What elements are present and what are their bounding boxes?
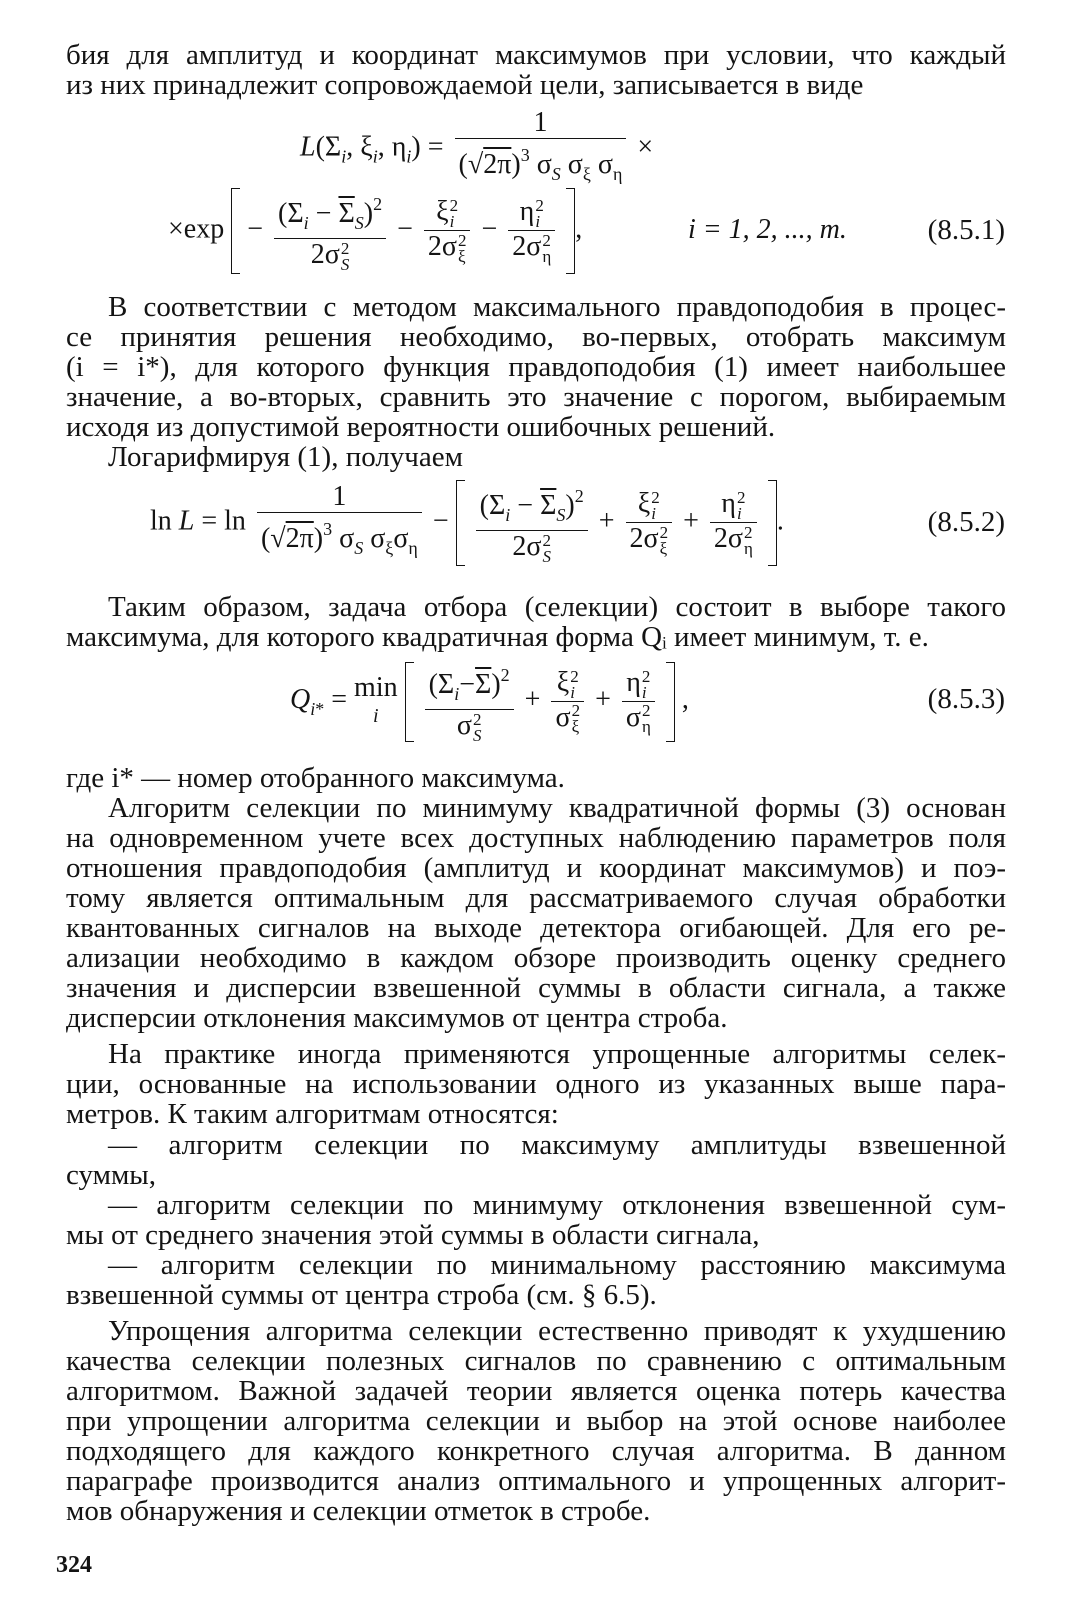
list-item: взвешенной суммы от центра строба (см. § 6.5). xyxy=(66,1279,657,1311)
text-line: На практике иногда применяются упрощенные алгоритмы селек- xyxy=(108,1038,1006,1070)
text-line: Алгоритм селекции по минимуму квадратичной формы (3) основан xyxy=(108,792,1006,824)
list-item: — алгоритм селекции по минимальному расстоянию максимума xyxy=(108,1249,1006,1281)
text-line: В соответствии с методом максимального правдоподобия в процес- xyxy=(108,291,1006,323)
text-line: отношения правдоподобия (амплитуд и координат максимумов) и поэ- xyxy=(66,852,1006,884)
text-line: Упрощения алгоритма селекции естественно приводят к ухудшению xyxy=(108,1315,1006,1347)
text-line: Логарифмируя (1), получаем xyxy=(108,441,463,473)
text-line: исходя из допустимой вероятности ошибочных решений. xyxy=(66,411,776,443)
page-number: 324 xyxy=(56,1552,92,1578)
equation-8-5-2: ln L = ln $\frac{1}{(√2\pi)^3 \sigma_S \sigma_\xi\sigma_\eta}$ − $(\Sigma_i - \overline{\Sigma}_S)^2$ 2σ 2 S + ξ 2 i 2σ 2 ξ + η 2 i 2σ 2 η . xyxy=(150,481,784,566)
list-item: суммы, xyxy=(66,1159,157,1191)
equation-8-5-1-index: i = 1, 2, ..., m. xyxy=(688,214,847,245)
text-line: максимума, для которого квадратичная форма Qᵢ имеет минимум, т. е. xyxy=(66,621,929,653)
text-line: ции, основанные на использовании одного из указанных выше пара- xyxy=(66,1068,1006,1100)
text-line: метров. К таким алгоритмам относятся: xyxy=(66,1098,559,1130)
text-line: квантованных сигналов на выходе детектора огибающей. Для его ре- xyxy=(66,912,1006,944)
text-line: при упрощении алгоритма селекции и выбор на этой основе наиболее xyxy=(66,1405,1006,1437)
equation-8-5-3: $Q_{i*} = \min$ i $(\Sigma_i-\overline{\Sigma})^2$ σ 2 S + ξ 2 i σ 2 ξ + η 2 i σ 2 η , xyxy=(290,660,689,744)
text-line: ализации необходимо в каждом обзоре производить оценку среднего xyxy=(66,942,1006,974)
equation-number: (8.5.3) xyxy=(927,683,1005,715)
text-line: мов обнаружения и селекции отметок в стробе. xyxy=(66,1495,651,1527)
list-item: мы от среднего значения этой суммы в области сигнала, xyxy=(66,1219,760,1251)
text-line: значение, а во-вторых, сравнить это значение с порогом, выбираемым xyxy=(66,381,1006,413)
equation-number: (8.5.2) xyxy=(927,506,1005,538)
text-line: где i* — номер отобранного максимума. xyxy=(66,762,565,794)
text-line: (i = i*), для которого функция правдоподобия (1) имеет наибольшее xyxy=(66,351,1006,383)
text-line: бия для амплитуд и координат максимумов при условии, что каждый xyxy=(66,39,1006,71)
text-line: на одновременном учете всех доступных наблюдению параметров поля xyxy=(66,822,1006,854)
text-line: качества селекции полезных сигналов по сравнению с оптимальным xyxy=(66,1345,1006,1377)
list-item: — алгоритм селекции по минимуму отклонения взвешенной сум- xyxy=(108,1189,1006,1221)
list-item: — алгоритм селекции по максимуму амплитуды взвешенной xyxy=(108,1129,1006,1161)
text-line: дисперсии отклонения максимумов от центра строба. xyxy=(66,1002,728,1034)
text-line: параграфе производится анализ оптимального и упрощенных алгорит- xyxy=(66,1465,1006,1497)
text-line: подходящего для каждого конкретного случая алгоритма. В данном xyxy=(66,1435,1006,1467)
text-line: из них принадлежит сопровождаемой цели, записывается в виде xyxy=(66,69,864,101)
text-line: Таким образом, задача отбора (селекции) состоит в выборе такого xyxy=(108,591,1006,623)
equation-8-5-1-exp: ×exp − $(\Sigma_i - \overline{\Sigma}_S)^2$ 2σ 2 S − ξ 2 i 2σ 2 ξ − η 2 i 2σ 2 η , xyxy=(168,188,582,274)
text-line: алгоритмом. Важной задачей теории является оценка потерь качества xyxy=(66,1375,1006,1407)
text-line: се принятия решения необходимо, во-первых, отобрать максимум xyxy=(66,321,1006,353)
equation-8-5-1-lhs: $L(\Sigma_i$, $\xi_i$, $\eta_i$) = $\frac{1}{(√2\pi)^3 \sigma_S \sigma_\xi \sigma_\eta}$ × xyxy=(300,107,654,184)
text-line: значения и дисперсии взвешенной суммы в области сигнала, а также xyxy=(66,972,1006,1004)
equation-number: (8.5.1) xyxy=(927,214,1005,246)
text-line: тому является оптимальным для рассматриваемого случая обработки xyxy=(66,882,1006,914)
